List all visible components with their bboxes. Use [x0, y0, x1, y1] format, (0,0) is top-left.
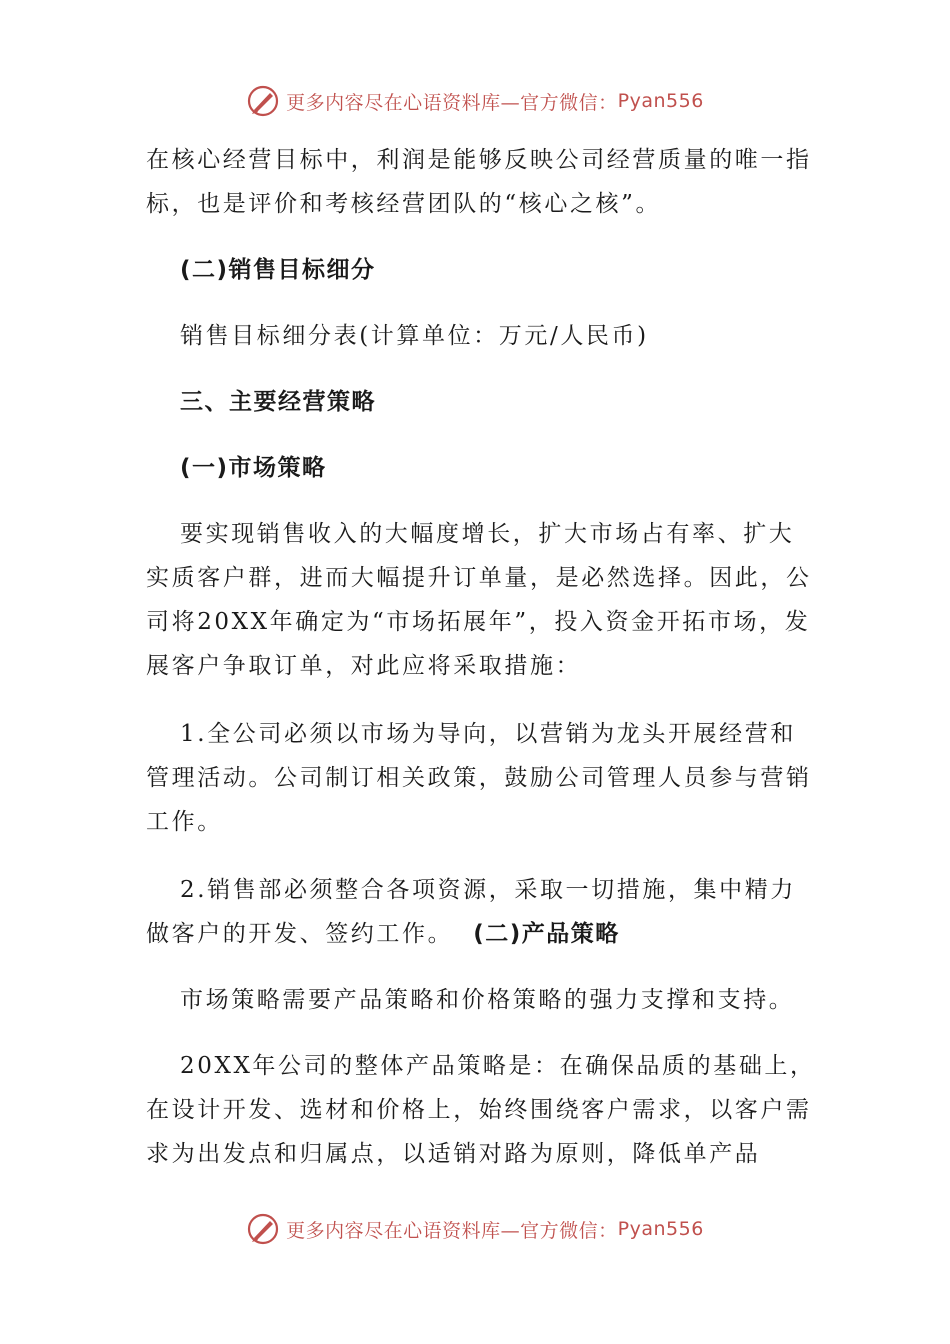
watermark-wechat-id: Pyan556 [617, 1218, 704, 1240]
paragraph-support: 市场策略需要产品策略和价格策略的强力支撑和支持。 [180, 987, 795, 1013]
document-body [146, 138, 816, 1176]
heading-market-strategy: (一)市场策略 [180, 455, 327, 481]
paragraph-item-1: 1.全公司必须以市场为导向，以营销为龙头开展经营和管理活动。公司制订相关政策，鼓励公司管理人员参与营销工作。 [146, 721, 812, 835]
heading-product-strategy: (二)产品策略 [473, 921, 620, 947]
watermark-wechat-id: Pyan556 [617, 90, 704, 112]
watermark-footer [0, 1212, 950, 1246]
paragraph-profit: 在核心经营目标中，利润是能够反映公司经营质量的唯一指标，也是评价和考核经营团队的“核心之核”。 [146, 147, 812, 217]
paragraph-item-2 [146, 868, 816, 956]
pen-circle-logo-icon [246, 1212, 280, 1246]
heading-main-strategy: 三、主要经营策略 [180, 389, 376, 415]
paragraph-product-strategy: 20XX年公司的整体产品策略是：在确保品质的基础上，在设计开发、选材和价格上，始终围绕客户需求，以客户需求为出发点和归属点，以适销对路为原则，降低单产品 [146, 1053, 816, 1167]
paragraph-item-2-text: 2.销售部必须整合各项资源，采取一切措施，集中精力做客户的开发、签约工作。 [146, 877, 796, 947]
paragraph-sales-table-caption: 销售目标细分表(计算单位：万元/人民币) [180, 323, 649, 349]
watermark-header [0, 84, 950, 118]
watermark-text: 更多内容尽在心语资料库—官方微信： [286, 91, 618, 114]
pen-circle-logo-icon [246, 84, 280, 118]
paragraph-market-strategy: 要实现销售收入的大幅度增长，扩大市场占有率、扩大实质客户群，进而大幅提升订单量，是必然选择。因此，公司将20XX年确定为“市场拓展年”，投入资金开拓市场，发展客户争取订单，对此应将采取措施： [146, 521, 812, 679]
heading-sales-target: (二)销售目标细分 [180, 257, 376, 283]
watermark-text: 更多内容尽在心语资料库—官方微信： [286, 1219, 618, 1242]
